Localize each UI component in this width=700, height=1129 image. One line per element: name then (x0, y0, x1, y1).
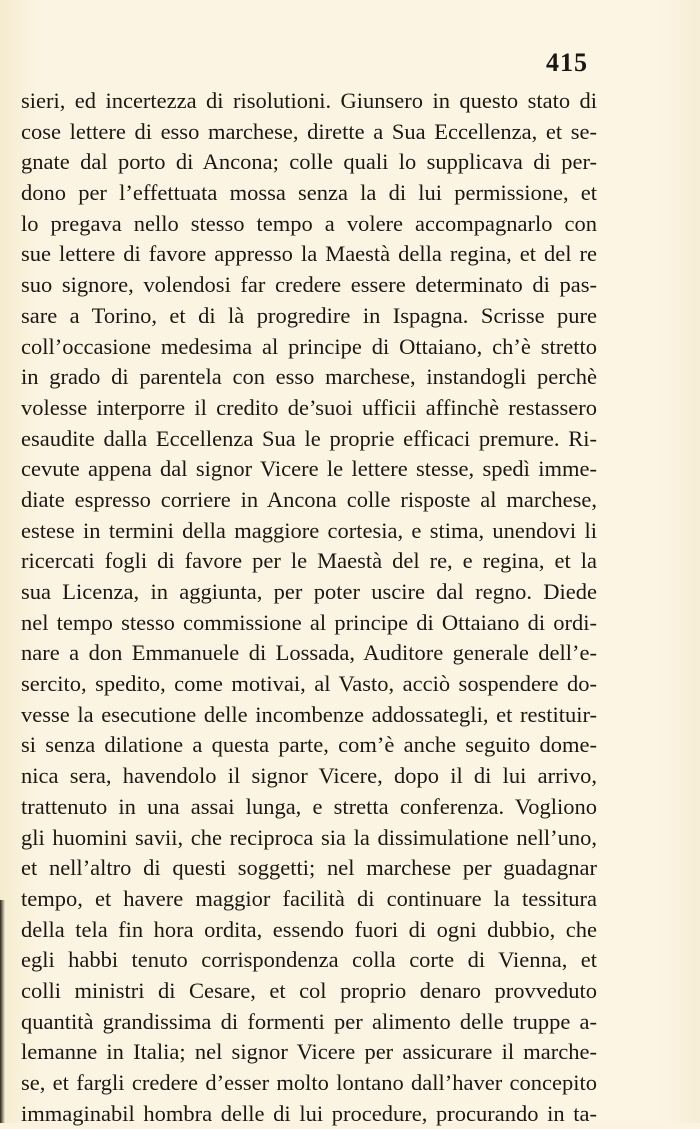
text-line: coll’occasione medesima al principe di Ottaiano, ch’è stretto (21, 333, 597, 359)
text-line: si senza dilatione a questa parte, com’è anche seguito dome- (21, 732, 597, 758)
text-line: trattenuto in una assai lunga, e stretta conferenza. Vogliono (21, 793, 597, 819)
text-line: diate espresso corriere in Ancona colle risposte al marchese, (21, 486, 597, 512)
text-line: cevute appena dal signor Vicere le lettere stesse, spedì imme- (21, 456, 597, 482)
text-line: sieri, ed incertezza di risolutioni. Giunsero in questo stato di (21, 88, 597, 113)
text-line: quantità grandissima di formenti per alimento delle truppe a- (21, 1008, 597, 1034)
text-line: egli habbi tenuto corrispondenza colla corte di Vienna, et (21, 947, 597, 973)
text-line: nica sera, havendolo il signor Vicere, dopo il di lui arrivo, (21, 763, 597, 789)
text-line: sare a Torino, et di là progredire in Ispagna. Scrisse pure (21, 302, 597, 328)
text-line: sue lettere di favore appresso la Maestà della regina, et del re (21, 241, 597, 267)
text-line: nare a don Emmanuele di Lossada, Auditore generale dell’e- (21, 640, 597, 666)
text-line: volesse interporre il credito de’suoi ufficii affinchè restassero (21, 394, 597, 420)
text-line: et nell’altro di questi soggetti; nel marchese per guadagnar (21, 855, 597, 881)
text-line: colli ministri di Cesare, et col proprio denaro provveduto (21, 977, 597, 1003)
text-line: se, et fargli credere d’esser molto lontano dall’haver concepito (21, 1070, 597, 1095)
text-line: tempo, et havere maggior facilità di continuare la tessitura (21, 885, 597, 911)
text-line: nel tempo stesso commissione al principe di Ottaiano di ordi- (21, 609, 597, 635)
text-line: ricercati fogli di favore per le Maestà del re, e regina, et la (21, 548, 597, 574)
text-line: vesse la esecutione delle incombenze addossategli, et restituir- (21, 701, 597, 727)
text-line: dono per l’effettuata mossa senza la di lui permissione, et (21, 180, 597, 206)
text-line: gli huomini savii, che reciproca sia la dissimulatione nell’uno, (21, 824, 597, 850)
page-binding-shadow (0, 900, 5, 1123)
text-line: immaginabil hombra delle di lui procedure, procurando in ta- (21, 1100, 597, 1126)
text-line: esaudite dalla Eccellenza Sua le proprie efficaci premure. Ri- (21, 425, 597, 451)
text-line: sua Licenza, in aggiunta, per poter uscire dal regno. Diede (21, 579, 597, 604)
text-line: lemanne in Italia; nel signor Vicere per assicurare il marche- (21, 1039, 597, 1065)
body-text (21, 86, 597, 1129)
text-line: suo signore, volendosi far credere essere determinato di pas- (21, 272, 597, 298)
text-line: gnate dal porto di Ancona; colle quali lo supplicava di per- (21, 149, 597, 175)
page-number: 415 (546, 48, 588, 77)
text-line: della tela fin hora ordita, essendo fuori di ogni dubbio, che (21, 916, 597, 942)
text-line: in grado di parentela con esso marchese, instandogli perchè (21, 364, 597, 390)
text-line: sercito, spedito, come motivai, al Vasto, acciò sospendere do- (21, 671, 597, 697)
text-line: cose lettere di esso marchese, dirette a Sua Eccellenza, et se- (21, 118, 597, 144)
text-line: lo pregava nello stesso tempo a volere accompagnarlo con (21, 210, 597, 236)
text-line: estese in termini della maggiore cortesia, e stima, unendovi li (21, 517, 597, 543)
